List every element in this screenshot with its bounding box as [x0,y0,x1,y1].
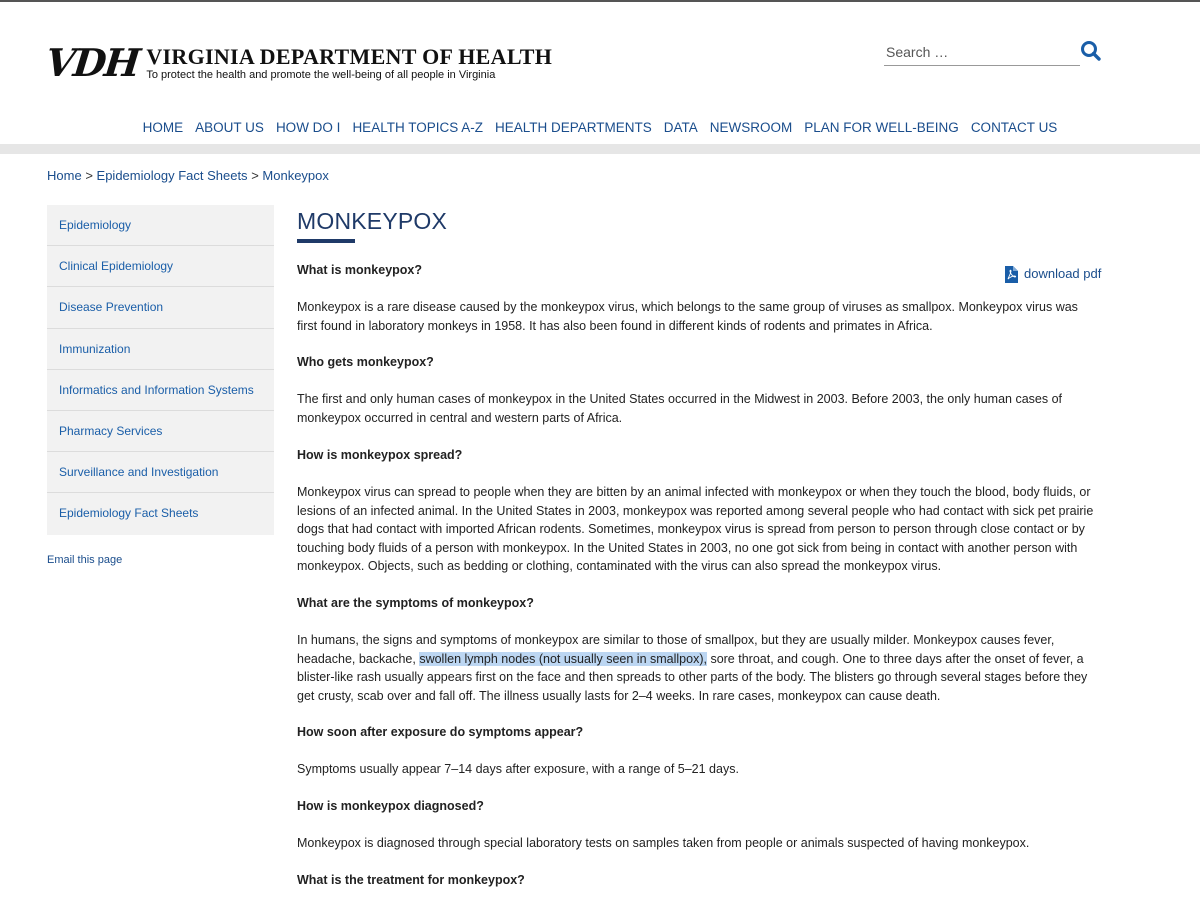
nav-home[interactable]: HOME [142,120,184,135]
email-page-link[interactable]: Email this page [47,554,123,566]
sidebar [47,205,274,535]
sidebar-item-epidemiology[interactable]: Epidemiology [47,205,274,246]
logo-text [146,43,553,81]
answer-text: sore throat, and cough. One to three days after the onset of fever, a blister-like rash usually appears first on the face and then spreads to other parts of the body. The blisters go through several stages before they get crusty, scab over and fall off. The illness usually lasts for 2–4 weeks. In rare cases, monkeypox can cause death. [297,651,1088,703]
sidebar-item-clinical-epidemiology[interactable]: Clinical Epidemiology [47,246,274,287]
sidebar-item-disease-prevention[interactable]: Disease Prevention [47,287,274,328]
highlighted-text-selection[interactable]: swollen lymph nodes (not usually seen in smallpox), [419,651,707,666]
breadcrumb-home[interactable]: Home [47,168,82,183]
question-heading: What is monkeypox? [297,263,423,277]
question-heading: What is the treatment for monkeypox? [297,873,525,887]
logo-tagline: To protect the health and promote the well-being of all people in Virginia [146,68,496,81]
nav-health-departments[interactable]: HEALTH DEPARTMENTS [494,120,652,135]
sidebar-item-fact-sheets[interactable]: Epidemiology Fact Sheets [59,506,199,521]
breadcrumb [47,167,329,185]
nav-about-us[interactable]: ABOUT US [195,120,264,135]
breadcrumb-parent[interactable]: Epidemiology Fact Sheets [96,168,248,183]
breadcrumb-current[interactable]: Monkeypox [262,168,329,183]
title-underline [297,239,355,243]
sidebar-item-surveillance[interactable]: Surveillance and Investigation [47,452,274,493]
search-icon [1080,40,1102,62]
question-heading: How is monkeypox diagnosed? [297,799,484,813]
nav-health-topics[interactable]: HEALTH TOPICS A-Z [352,120,483,135]
page-title: MONKEYPOX [297,208,448,234]
question-heading: Who gets monkeypox? [297,355,434,369]
breadcrumb-separator: > [85,168,93,183]
question-heading: How soon after exposure do symptoms appear? [297,725,584,739]
nav-plan-for-well-being[interactable]: PLAN FOR WELL-BEING [804,120,959,135]
nav-divider-band [0,144,1200,154]
answer-text: In humans, the signs and symptoms of monkeypox are similar to those of smallpox, but they are usually milder. Monkeypox causes fever, headache, backache, [297,633,1055,666]
sidebar-item-informatics[interactable]: Informatics and Information Systems [47,370,274,411]
answer-paragraph: The first and only human cases of monkeypox in the United States occurred in the Midwest in 2003. Before 2003, the only human cases of monkeypox occurred in central and western parts of Africa. [297,392,1063,425]
download-pdf-label: download pdf [1024,266,1102,281]
sidebar-item-pharmacy-services[interactable]: Pharmacy Services [47,411,274,452]
breadcrumb-separator: > [251,168,259,183]
nav-how-do-i[interactable]: HOW DO I [275,120,341,135]
nav-contact-us[interactable]: CONTACT US [970,120,1058,135]
question-heading: What are the symptoms of monkeypox? [297,596,534,610]
main-content [297,205,1097,243]
answer-paragraph: Monkeypox is a rare disease caused by the monkeypox virus, which belongs to the same group of viruses as smallpox. Monkeypox virus was first found in laboratory monkeys in 1958. It has also been found in different kinds of rodents and primates in Africa. [297,300,1078,333]
question-heading: How is monkeypox spread? [297,448,463,462]
answer-paragraph [297,631,1097,705]
answer-paragraph: Monkeypox virus can spread to people when they are bitten by an animal infected with monkeypox or when they touch the blood, body fluids, or lesions of an infected animal. In the United States in 2003, monkeypox was reported among several people who had contact with sick pet prairie dogs that had contact with imported African rodents. Sometimes, monkeypox virus is spread from person to person through close contact or by touching body fluids of a person with monkeypox. In the United States in 2003, no one got sick from being in contact with another person with monkeypox. Objects, such as bedding or clothing, contaminated with the virus can also spread the monkeypox virus. [297,485,1094,573]
nav-newsroom[interactable]: NEWSROOM [709,120,793,135]
logo-title: VIRGINIA DEPARTMENT OF HEALTH [146,43,553,69]
nav-data[interactable]: DATA [663,120,698,135]
search-input[interactable] [884,40,1080,64]
main-nav [0,118,1200,138]
search-box [884,40,1080,66]
vdh-logo[interactable] [43,40,553,85]
logo-mark: VDH [43,40,141,85]
answer-paragraph: Symptoms usually appear 7–14 days after exposure, with a range of 5–21 days. [297,762,739,776]
top-rule [0,0,1200,2]
answer-paragraph: Monkeypox is diagnosed through special laboratory tests on samples taken from people or animals suspected of having monkeypox. [297,836,1030,850]
sidebar-item-immunization[interactable]: Immunization [47,329,274,370]
search-button[interactable] [1080,40,1102,62]
